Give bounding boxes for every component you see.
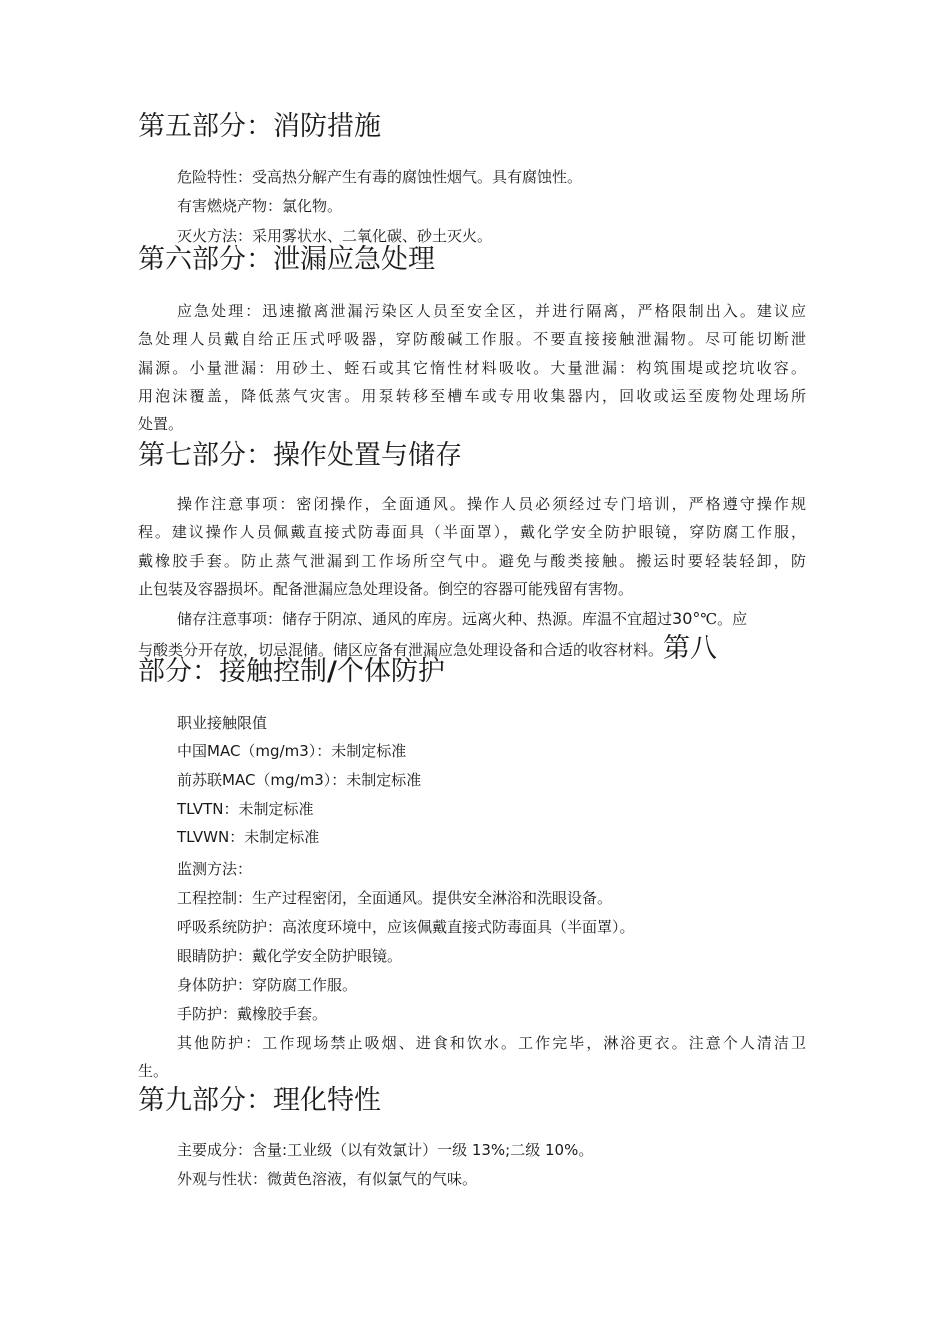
section-8-title-slash: / xyxy=(327,656,337,687)
composition-line xyxy=(177,1140,593,1160)
leak-paragraph-line: 急处理人员戴自给正压式呼吸器，穿防酸碱工作服。不要直接接触泄漏物。尽可能切断泄 xyxy=(138,330,806,348)
storage-paragraph-line xyxy=(177,609,747,629)
leak-paragraph-line: 用泡沫覆盖，降低蒸气灾害。用泵转移至槽车或专用收集器内，回收或运至废物处理场所 xyxy=(138,387,806,405)
ussr-mac-label: 前苏联 xyxy=(177,771,223,789)
tlvwn-label: TLVWN xyxy=(177,828,230,846)
ussr-mac-unit: MAC（mg/m3） xyxy=(222,771,332,789)
leak-paragraph-line: 处置。 xyxy=(138,415,184,433)
section-6-title: 第六部分：泄漏应急处理 xyxy=(138,244,435,275)
leak-paragraph-line: 漏源。小量泄漏：用砂土、蛭石或其它惰性材料吸收。大量泄漏：构筑围堤或挖坑收容。 xyxy=(138,359,806,377)
section-9-title: 第九部分：理化特性 xyxy=(138,1085,381,1116)
respiratory-protection-line: 呼吸系统防护：高浓度环境中，应该佩戴直接式防毒面具（半面罩）。 xyxy=(177,918,635,936)
handling-paragraph-line: 程。建议操作人员佩戴直接式防毒面具（半面罩），戴化学安全防护眼镜，穿防腐工作服， xyxy=(138,523,806,541)
tlvtn-label: TLVTN xyxy=(177,800,224,818)
body-protection-line: 身体防护：穿防腐工作服。 xyxy=(177,976,358,994)
china-mac-line xyxy=(177,741,406,761)
tlvwn-value: ：未制定标准 xyxy=(229,828,320,846)
exposure-limits-label: 职业接触限值 xyxy=(177,714,268,732)
china-mac-label: 中国 xyxy=(177,742,208,760)
fire-hazard-line: 危险特性：受高热分解产生有毒的腐蚀性烟气。具有腐蚀性。 xyxy=(177,168,583,186)
extinguish-method-line: 灭火方法：采用雾状水、二氧化碳、砂土灭火。 xyxy=(177,227,493,245)
tlvwn-line xyxy=(177,827,319,847)
eye-protection-line: 眼睛防护：戴化学安全防护眼镜。 xyxy=(177,947,403,965)
section-7-title: 第七部分：操作处置与储存 xyxy=(138,440,462,471)
composition-value: :工业级（以有效氯计）一级 13%;二级 10% xyxy=(282,1141,579,1159)
handling-paragraph-line: 止包装及容器损坏。配备泄漏应急处理设备。倒空的容器可能残留有害物。 xyxy=(138,580,634,598)
monitoring-method-line: 监测方法： xyxy=(177,860,253,878)
combustion-products-line: 有害燃烧产物：氯化物。 xyxy=(177,197,343,215)
leak-paragraph-line: 应急处理：迅速撤离泄漏污染区人员至安全区，并进行隔离，严格限制出入。建议应 xyxy=(177,302,806,320)
storage-temperature: 30° xyxy=(672,609,701,628)
china-mac-value: ：未制定标准 xyxy=(316,742,407,760)
storage-text: 与酸类分开存放，切忌混储。储区应备有泄漏应急处理设备和合适的收容材料。 xyxy=(138,641,664,659)
section-8-title xyxy=(138,655,445,689)
composition-end: 。 xyxy=(578,1141,594,1159)
section-8-title-start: 第八 xyxy=(663,633,718,664)
other-protection-line: 其他防护：工作现场禁止吸烟、进食和饮水。工作完毕，淋浴更衣。注意个人清洁卫 xyxy=(177,1034,806,1052)
handling-paragraph-line: 戴橡胶手套。防止蒸气泄漏到工作场所空气中。避免与酸类接触。搬运时要轻装轻卸，防 xyxy=(138,552,806,570)
china-mac-unit: MAC（mg/m3） xyxy=(207,742,317,760)
tlvtn-value: ：未制定标准 xyxy=(223,800,314,818)
tlvtn-line xyxy=(177,799,314,819)
other-protection-line: 生。 xyxy=(138,1062,169,1080)
section-8-title-text: 部分：接触控制 xyxy=(138,656,327,687)
ussr-mac-line xyxy=(177,770,421,790)
storage-text: ℃。应 xyxy=(700,610,748,628)
storage-text: 储存注意事项：储存于阴凉、通风的库房。远离火种、热源。库温不宜超过 xyxy=(177,610,673,628)
hand-protection-line: 手防护：戴橡胶手套。 xyxy=(177,1005,328,1023)
appearance-line: 外观与性状：微黄色溶液，有似氯气的气味。 xyxy=(177,1170,478,1188)
section-5-title: 第五部分：消防措施 xyxy=(138,111,381,142)
ussr-mac-value: ：未制定标准 xyxy=(331,771,422,789)
handling-paragraph-line: 操作注意事项：密闭操作，全面通风。操作人员必须经过专门培训，严格遵守操作规 xyxy=(177,495,806,513)
section-8-title-text: 个体防护 xyxy=(336,656,445,687)
engineering-control-line: 工程控制：生产过程密闭，全面通风。提供安全淋浴和洗眼设备。 xyxy=(177,889,613,907)
composition-label: 主要成分：含量 xyxy=(177,1141,283,1159)
